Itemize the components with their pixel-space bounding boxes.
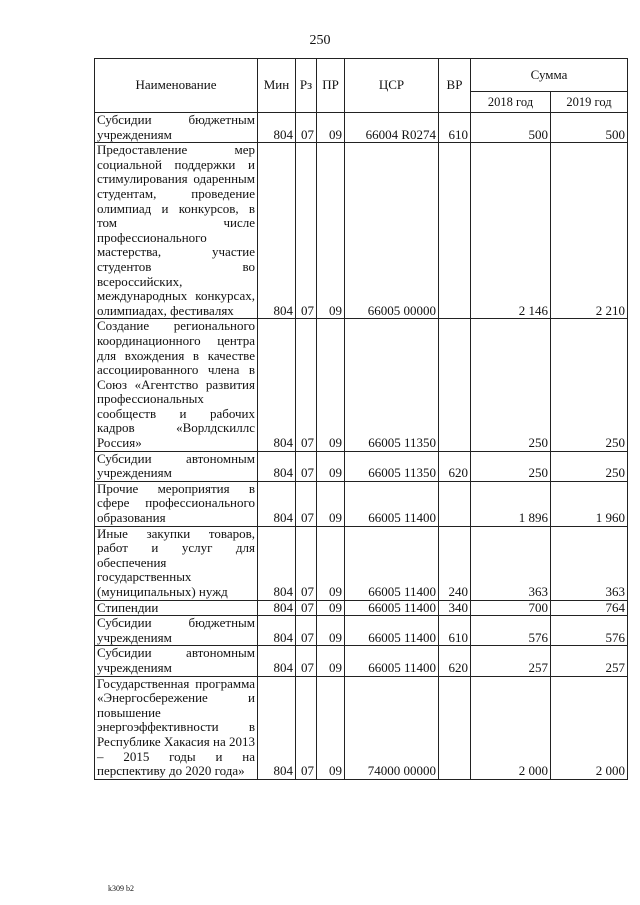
row-vr: 240 — [439, 526, 471, 600]
row-pr: 09 — [317, 451, 345, 481]
row-min: 804 — [258, 481, 296, 526]
row-vr: 610 — [439, 616, 471, 646]
header-csr: ЦСР — [345, 59, 439, 113]
header-rz: Рз — [296, 59, 317, 113]
row-sum-2019: 764 — [551, 600, 628, 616]
row-sum-2018: 576 — [471, 616, 551, 646]
row-csr: 66005 11350 — [345, 319, 439, 451]
row-sum-2019: 250 — [551, 451, 628, 481]
row-sum-2018: 700 — [471, 600, 551, 616]
row-name: Государственная программа «Энергосбережение и повышение энергоэффективности в Республике Хакасия на 2013 – 2015 годы и на перспективу до 2020 года» — [95, 676, 258, 779]
row-min: 804 — [258, 616, 296, 646]
table-row — [95, 113, 628, 143]
row-sum-2019: 2 000 — [551, 676, 628, 779]
row-min: 804 — [258, 676, 296, 779]
row-csr: 66005 11400 — [345, 600, 439, 616]
header-year-2019: 2019 год — [551, 92, 628, 113]
row-pr: 09 — [317, 646, 345, 676]
table-row — [95, 616, 628, 646]
row-csr: 66005 11400 — [345, 481, 439, 526]
table-row — [95, 526, 628, 600]
row-sum-2018: 257 — [471, 646, 551, 676]
row-min: 804 — [258, 600, 296, 616]
row-rz: 07 — [296, 676, 317, 779]
row-sum-2019: 257 — [551, 646, 628, 676]
table-row — [95, 481, 628, 526]
footer-code: k309 b2 — [108, 884, 134, 893]
row-min: 804 — [258, 143, 296, 319]
row-sum-2019: 576 — [551, 616, 628, 646]
header-pr: ПР — [317, 59, 345, 113]
table-row — [95, 319, 628, 451]
row-rz: 07 — [296, 600, 317, 616]
row-pr: 09 — [317, 676, 345, 779]
row-sum-2018: 2 000 — [471, 676, 551, 779]
page-number: 250 — [309, 33, 331, 48]
row-min: 804 — [258, 451, 296, 481]
row-min: 804 — [258, 526, 296, 600]
row-vr: 620 — [439, 646, 471, 676]
row-name: Предоставление мер социальной поддержки и стимулирования одаренным студентам, проведение олимпиад и конкурсов, в том числе профессионального мастерства, участие студентов во всероссийских, международных конкурсах, олимпиадах, фестивалях — [95, 143, 258, 319]
row-sum-2018: 1 896 — [471, 481, 551, 526]
row-csr: 66005 11400 — [345, 616, 439, 646]
row-pr: 09 — [317, 143, 345, 319]
row-pr: 09 — [317, 526, 345, 600]
row-vr — [439, 319, 471, 451]
row-name: Стипендии — [95, 600, 258, 616]
row-vr: 620 — [439, 451, 471, 481]
row-pr: 09 — [317, 481, 345, 526]
row-sum-2019: 363 — [551, 526, 628, 600]
row-rz: 07 — [296, 143, 317, 319]
row-vr: 610 — [439, 113, 471, 143]
row-name: Создание регионального координационного центра для вхождения в качестве ассоциированного члена в Союз «Агентство развития профессиональных сообществ и рабочих кадров «Ворлдскиллс Россия» — [95, 319, 258, 451]
row-min: 804 — [258, 646, 296, 676]
row-vr — [439, 143, 471, 319]
header-sum: Сумма — [471, 59, 628, 92]
row-name: Иные закупки товаров, работ и услуг для обеспечения государственных (муниципальных) нужд — [95, 526, 258, 600]
table-row — [95, 600, 628, 616]
row-pr: 09 — [317, 600, 345, 616]
row-sum-2018: 363 — [471, 526, 551, 600]
row-name: Субсидии бюджетным учреждениям — [95, 113, 258, 143]
row-rz: 07 — [296, 616, 317, 646]
budget-table — [94, 58, 628, 780]
row-rz: 07 — [296, 526, 317, 600]
row-pr: 09 — [317, 616, 345, 646]
row-sum-2018: 250 — [471, 451, 551, 481]
row-csr: 66005 11400 — [345, 526, 439, 600]
row-name: Субсидии автономным учреждениям — [95, 451, 258, 481]
row-rz: 07 — [296, 113, 317, 143]
table-row — [95, 646, 628, 676]
row-vr — [439, 481, 471, 526]
header-name: Наименование — [95, 59, 258, 113]
header-vr: ВР — [439, 59, 471, 113]
row-rz: 07 — [296, 646, 317, 676]
row-vr — [439, 676, 471, 779]
row-sum-2018: 2 146 — [471, 143, 551, 319]
row-rz: 07 — [296, 451, 317, 481]
row-sum-2019: 1 960 — [551, 481, 628, 526]
row-name: Субсидии автономным учреждениям — [95, 646, 258, 676]
row-sum-2018: 250 — [471, 319, 551, 451]
header-min: Мин — [258, 59, 296, 113]
row-csr: 66005 11350 — [345, 451, 439, 481]
table-row — [95, 676, 628, 779]
row-sum-2019: 250 — [551, 319, 628, 451]
row-rz: 07 — [296, 481, 317, 526]
row-name: Субсидии бюджетным учреждениям — [95, 616, 258, 646]
row-pr: 09 — [317, 319, 345, 451]
row-sum-2019: 2 210 — [551, 143, 628, 319]
row-rz: 07 — [296, 319, 317, 451]
row-sum-2019: 500 — [551, 113, 628, 143]
row-vr: 340 — [439, 600, 471, 616]
row-sum-2018: 500 — [471, 113, 551, 143]
row-name: Прочие мероприятия в сфере профессионального образования — [95, 481, 258, 526]
row-min: 804 — [258, 319, 296, 451]
row-csr: 74000 00000 — [345, 676, 439, 779]
row-csr: 66005 00000 — [345, 143, 439, 319]
row-csr: 66004 R0274 — [345, 113, 439, 143]
row-csr: 66005 11400 — [345, 646, 439, 676]
table-row — [95, 451, 628, 481]
row-min: 804 — [258, 113, 296, 143]
table-row — [95, 143, 628, 319]
header-year-2018: 2018 год — [471, 92, 551, 113]
row-pr: 09 — [317, 113, 345, 143]
